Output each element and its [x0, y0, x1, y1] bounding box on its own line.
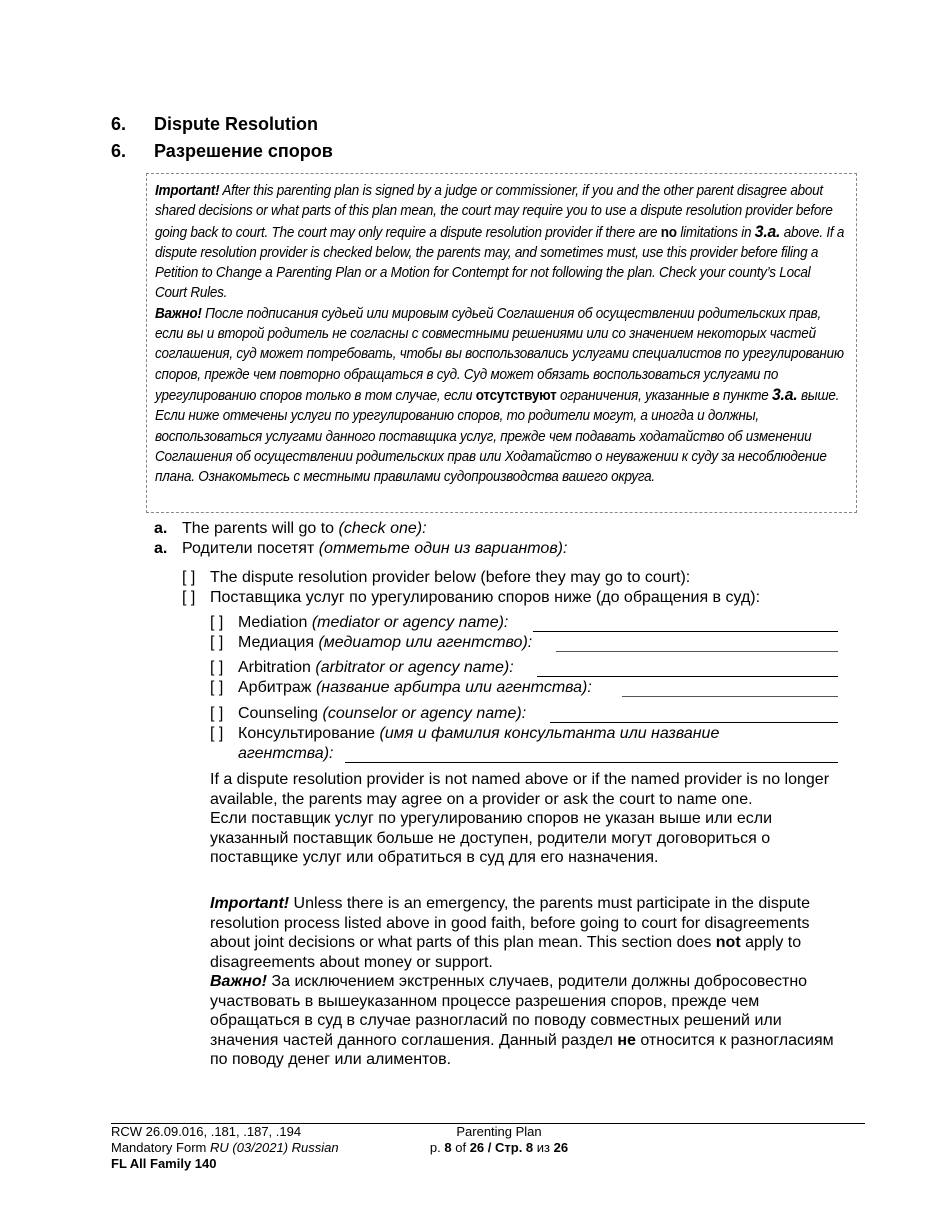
- important-notice-box: [146, 173, 857, 513]
- footer-doc-title: Parenting Plan: [456, 1124, 542, 1139]
- counseling-name-field[interactable]: [550, 722, 838, 723]
- section-heading-ru: [111, 141, 333, 162]
- footer-center: [419, 1124, 579, 1156]
- important-ru: Важно! За исключением экстренных случаев, родители должны добросовестно участвовать в вышеуказанном процессе разрешения споров, прежде чем обращаться в суд в случае разногласий по поводу совместных решений или значения частей данного соглашения. Данный раздел не относится к разногласиям по поводу денег или алиментов.: [210, 973, 834, 1068]
- section-title-en: Dispute Resolution: [154, 114, 319, 134]
- fallback-ru: Если поставщик услуг по урегулированию споров не указан выше или если указанный поставщик больше не доступен, родители могут договориться о поставщике услуг или обратиться в суд для его назначения.: [210, 810, 772, 866]
- notice-en: Important! After this parenting plan is signed by a judge or commissioner, if you and the other parent disagree about shared decisions or what parts of this plan mean, the court may require you to use a dispute resolution provider before going back to court. The court may only require a dispute resolution provider if there are no limitations in 3.a. above. If a dispute resolution provider is checked below, the parents may, and sometimes must, use this provider before filing a Petition to Change a Parenting Plan or a Motion for Contempt for not following the plan. Check your county’s Local Court Rules.: [155, 183, 845, 302]
- important-en: Important! Unless there is an emergency, the parents must participate in the dispute resolution process listed above in good faith, before going to court for disagreements about joint decisions or what parts of this plan mean. This section does not apply to disagreements about money or support.: [210, 895, 810, 971]
- footer-form: Mandatory Form RU (03/2021) Russian: [111, 1140, 339, 1155]
- provider-checkbox[interactable]: [ ] The dispute resolution provider below (before they may go to court):: [182, 569, 691, 586]
- section-number: 6.: [111, 114, 127, 134]
- checkbox-mediation[interactable]: [ ]: [210, 614, 224, 631]
- checkbox-counseling[interactable]: [ ]: [210, 705, 224, 722]
- important-paragraph: [210, 894, 850, 1070]
- arbitration-name-field-ru[interactable]: [622, 696, 838, 697]
- item-a-ru: a. Родители посетят (отметьте один из вариантов):: [154, 540, 568, 557]
- arbitration-option[interactable]: [ ] Arbitration (arbitrator or agency name):: [210, 659, 514, 676]
- counseling-option[interactable]: [ ] Counseling (counselor or agency name):: [210, 705, 527, 722]
- fallback-paragraph: [210, 770, 850, 868]
- footer-page-number: p. 8 of 26 / Стр. 8 из 26: [429, 1140, 569, 1155]
- checkbox-arbitration[interactable]: [ ]: [210, 659, 224, 676]
- arbitration-name-field[interactable]: [537, 676, 838, 677]
- mediation-name-field[interactable]: [533, 631, 838, 632]
- counseling-name-field-ru[interactable]: [345, 762, 838, 763]
- section-title-ru: Разрешение споров: [154, 141, 333, 161]
- section-number-ru: 6.: [111, 141, 127, 161]
- fallback-en: If a dispute resolution provider is not named above or if the named provider is no longer available, the parents may agree on a provider or ask the court to name one.: [210, 771, 830, 808]
- mediation-option-ru: [ ] Медиация (медиатор или агентство):: [210, 634, 533, 651]
- checkbox-provider[interactable]: [ ]: [182, 569, 196, 586]
- provider-checkbox-ru: [ ] Поставщика услуг по урегулированию споров ниже (до обращения в суд):: [182, 589, 761, 606]
- footer-form-id: FL All Family 140: [111, 1156, 217, 1171]
- mediation-option[interactable]: [ ] Mediation (mediator or agency name):: [210, 614, 509, 631]
- counseling-option-ru-cont: агентства):: [238, 745, 334, 762]
- mediation-name-field-ru[interactable]: [556, 651, 838, 652]
- arbitration-option-ru: [ ] Арбитраж (название арбитра или агентства):: [210, 679, 592, 696]
- section-heading-en: [111, 114, 318, 135]
- counseling-option-ru: [ ] Консультирование (имя и фамилия консультанта или название: [210, 725, 720, 742]
- footer-left: [111, 1124, 339, 1172]
- notice-ru: Важно! После подписания судьей или мировым судьей Соглашения об осуществлении родительских прав, если вы и второй родитель не согласны с совместными решениями или со значением некоторых частей соглашения, суд может потребовать, чтобы вы воспользовались услугами специалистов по урегулированию споров, прежде чем повторно обращаться в суд. Суд может обязать воспользоваться услугами по урегулированию споров только в том случае, если отсутствуют ограничения, указанные в пункте 3.a. выше. Если ниже отмечены услуги по урегулированию споров, то родители могут, а иногда и должны, воспользоваться услугами данного поставщика услуг, прежде чем подавать ходатайство об изменении Соглашения об осуществлении родительских прав или Ходатайство о неуважении к суду за несоблюдение плана. Ознакомьтесь с местными правилами судопроизводства вашего округа.: [155, 305, 844, 486]
- item-a-en: a. The parents will go to (check one):: [154, 520, 427, 537]
- footer-rcw: RCW 26.09.016, .181, .187, .194: [111, 1124, 302, 1139]
